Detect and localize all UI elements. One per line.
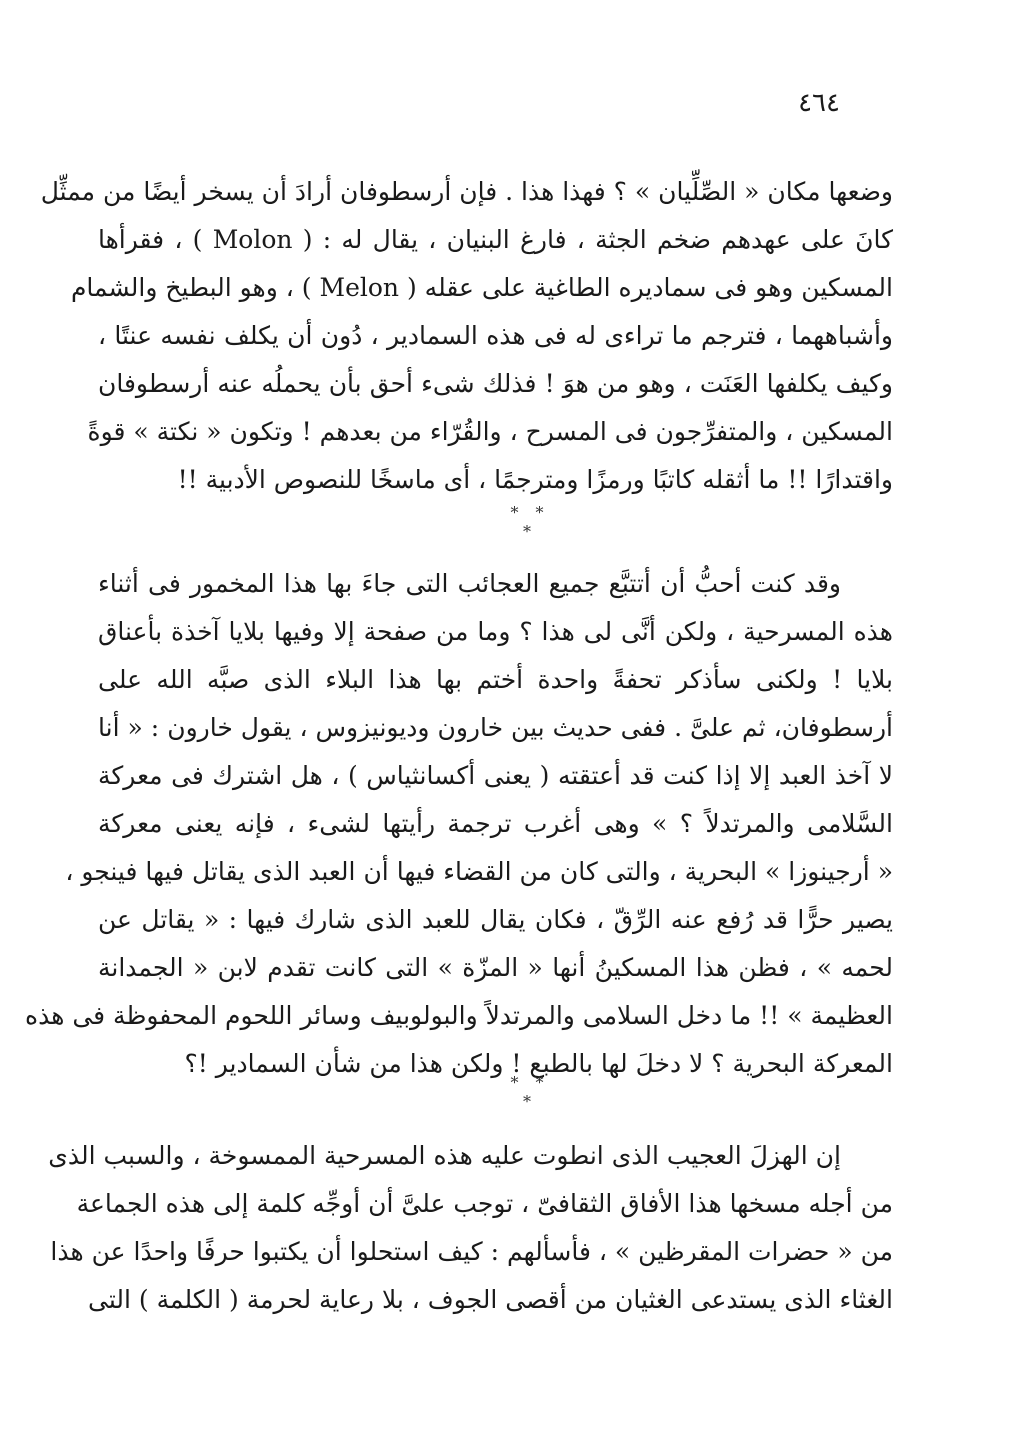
text-line: وقد كنت أحبُّ أن أتتبَّع جميع العجائب التى جاءَ بها هذا المخمور فى أثناء <box>98 569 841 598</box>
paragraph-1 <box>40 168 893 504</box>
text-line: من « حضرات المقرظين » ، فأسألهم : كيف استحلوا أن يكتبوا حرفًا واحدًا عن هذا <box>50 1237 893 1266</box>
text-line: الغثاء الذى يستدعى الغثيان من أقصى الجوف ، بلا رعاية لحرمة ( الكلمة ) التى <box>88 1285 893 1314</box>
text-line: « أرجينوزا » البحرية ، والتى كان من القضاء فيها أن العبد الذى يقاتل فيها فينجو ، <box>65 857 893 886</box>
paragraph-2 <box>24 560 893 1088</box>
text-line: المسكين ، والمتفرِّجون فى المسرح ، والقُرّاء من بعدهم ! وتكون « نكتة » قوةً <box>87 417 893 446</box>
text-line: العظيمة » !! ما دخل السلامى والمرتدلاً والبولوبيف وسائر اللحوم المحفوظة فى هذه <box>24 1001 893 1030</box>
text-line: واقتدارًا !! ما أثقله كاتبًا ورمزًا ومترجمًا ، أى ماسخًا للنصوص الأدبية !! <box>177 465 893 494</box>
text-line: يصير حرًّا قد رُفع عنه الرِّقّ ، فكان يقال للعبد الذى شارك فيها : « يقاتل عن <box>98 905 893 934</box>
text-line: هذه المسرحية ، ولكن أنَّى لى هذا ؟ وما من صفحة إلا وفيها بلايا آخذة بأعناق <box>98 617 893 646</box>
text-line: إن الهزلَ العجيب الذى انطوت عليه هذه المسرحية الممسوخة ، والسبب الذى <box>48 1141 841 1170</box>
text-line: من أجله مسخها هذا الأفاق الثقافىّ ، توجب علىَّ أن أوجِّه كلمة إلى هذه الجماعة <box>76 1189 893 1218</box>
text-line: أرسطوفان، ثم علىَّ . ففى حديث بين خارون وديونيزوس ، يقول خارون : « أنا <box>98 713 893 742</box>
paragraph-3 <box>48 1132 893 1324</box>
text-line: كانَ على عهدهم ضخم الجثة ، فارغ البنيان ، يقال له : ( Molon ) ، فقرأها <box>98 225 893 254</box>
text-line: وكيف يكلفها العَنَت ، وهو من هوَ ! فذلك شىء أحق بأن يحملُه عنه أرسطوفان <box>98 369 893 398</box>
text-line: السَّلامى والمرتدلاً ؟ » وهى أغرب ترجمة رأيتها لشىء ، فإنه يعنى معركة <box>98 809 893 838</box>
text-line: بلايا ! ولكنى سأذكر تحفةً واحدة أختم بها هذا البلاء الذى صبَّه الله على <box>98 665 893 694</box>
page-number: ٤٦٤ <box>798 88 840 118</box>
text-line: وضعها مكان « الصِّلِّيان » ؟ فهذا هذا . فإن أرسطوفان أرادَ أن يسخر أيضًا من ممثِّل <box>40 177 893 206</box>
section-separator: * * * <box>510 503 550 541</box>
section-separator: * * * <box>510 1073 550 1111</box>
text-line: لا آخذ العبد إلا إذا كنت قد أعتقته ( يعنى أكسانثياس ) ، هل اشترك فى معركة <box>98 761 893 790</box>
text-line: المسكين وهو فى سماديره الطاغية على عقله ( Melon ) ، وهو البطيخ والشمام <box>70 273 893 302</box>
text-line: وأشباههما ، فترجم ما تراءى له فى هذه السمادير ، دُون أن يكلف نفسه عنتًا ، <box>98 321 893 350</box>
text-line: المعركة البحرية ؟ لا دخلَ لها بالطبع ! ولكن هذا من شأن السمادير !؟ <box>184 1049 893 1078</box>
text-line: لحمه » ، فظن هذا المسكينُ أنها « المزّة » التى كانت تقدم لابن « الجمدانة <box>98 953 893 982</box>
